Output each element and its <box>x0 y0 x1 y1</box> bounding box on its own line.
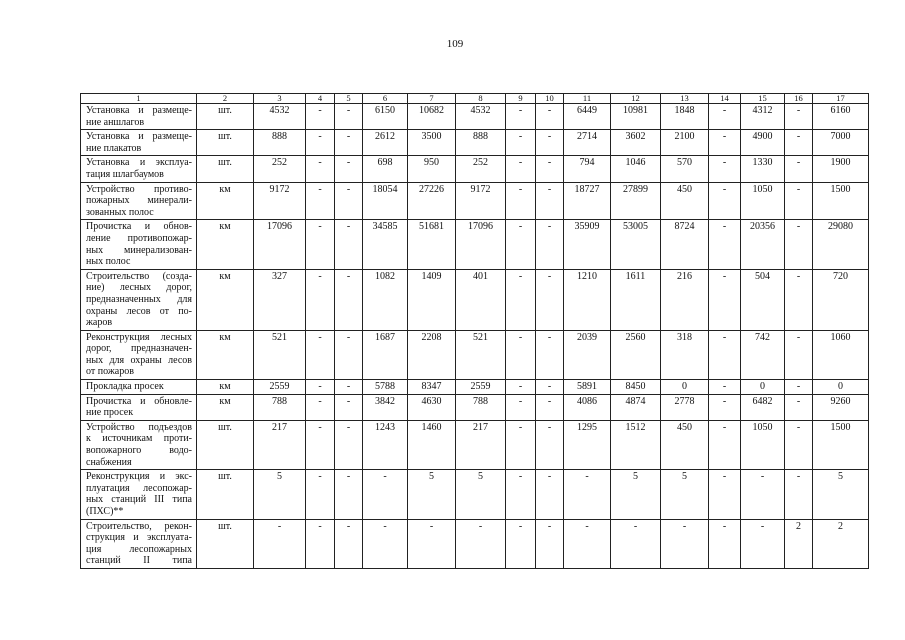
value-cell: 2208 <box>408 330 456 379</box>
value-cell: - <box>335 182 363 220</box>
table-row <box>81 182 869 220</box>
value-cell: - <box>306 420 335 469</box>
value-cell: - <box>785 130 813 156</box>
value-cell: 10682 <box>408 104 456 130</box>
column-number-header: 5 <box>335 94 363 104</box>
value-cell: 1687 <box>363 330 408 379</box>
value-cell: - <box>306 330 335 379</box>
value-cell: 20356 <box>741 220 785 269</box>
value-cell: 1848 <box>661 104 709 130</box>
value-cell: 4086 <box>564 394 611 420</box>
value-cell: - <box>306 470 335 519</box>
value-cell: 6449 <box>564 104 611 130</box>
value-cell: 9172 <box>254 182 306 220</box>
value-cell: - <box>709 519 741 568</box>
activity-name-line: ных станций III типа <box>86 494 192 506</box>
value-cell: 5 <box>661 470 709 519</box>
value-cell: 252 <box>254 156 306 182</box>
value-cell: 1611 <box>611 269 661 330</box>
activity-name-line: зованных полос <box>86 206 154 218</box>
value-cell: - <box>335 420 363 469</box>
activity-name-line: предназначенных для <box>86 293 192 305</box>
value-cell: - <box>536 420 564 469</box>
column-number-header: 11 <box>564 94 611 104</box>
activity-name-line: снабжения <box>86 456 132 468</box>
value-cell: - <box>709 220 741 269</box>
value-cell: 401 <box>456 269 506 330</box>
value-cell: - <box>506 519 536 568</box>
value-cell: - <box>536 182 564 220</box>
table-row <box>81 470 869 519</box>
activity-name-line: плуатация лесопожар- <box>86 482 192 494</box>
table-row <box>81 269 869 330</box>
value-cell: 2612 <box>363 130 408 156</box>
activity-name-line: Устройство противо- <box>86 183 192 195</box>
value-cell: 2778 <box>661 394 709 420</box>
value-cell: 4532 <box>254 104 306 130</box>
value-cell: 318 <box>661 330 709 379</box>
value-cell: - <box>335 269 363 330</box>
value-cell: 252 <box>456 156 506 182</box>
table-row <box>81 519 869 568</box>
table-row <box>81 156 869 182</box>
activity-name-line: ние плакатов <box>86 142 142 154</box>
value-cell: - <box>335 394 363 420</box>
activity-name-cell <box>81 380 197 395</box>
value-cell: 742 <box>741 330 785 379</box>
activity-name-line: Установка и размеще- <box>86 131 192 143</box>
value-cell: - <box>456 519 506 568</box>
value-cell: 1500 <box>813 420 869 469</box>
activity-name-line: тация шлагбаумов <box>86 168 164 180</box>
value-cell: 9260 <box>813 394 869 420</box>
value-cell: 521 <box>254 330 306 379</box>
activity-name-line: ление противопожар- <box>86 232 192 244</box>
value-cell: - <box>506 470 536 519</box>
value-cell: 1460 <box>408 420 456 469</box>
value-cell: - <box>785 394 813 420</box>
value-cell: - <box>254 519 306 568</box>
activity-name-line: станций II типа <box>86 555 192 567</box>
value-cell: 27899 <box>611 182 661 220</box>
value-cell: - <box>335 330 363 379</box>
value-cell: 6160 <box>813 104 869 130</box>
value-cell: 3842 <box>363 394 408 420</box>
value-cell: 17096 <box>456 220 506 269</box>
value-cell: 2039 <box>564 330 611 379</box>
value-cell: - <box>709 269 741 330</box>
table-row <box>81 104 869 130</box>
value-cell: 2714 <box>564 130 611 156</box>
value-cell: 1050 <box>741 420 785 469</box>
activity-name-cell <box>81 269 197 330</box>
unit-cell: шт. <box>197 519 254 568</box>
activity-name-line: от пожаров <box>86 366 134 378</box>
activity-name-cell <box>81 220 197 269</box>
value-cell: 2 <box>813 519 869 568</box>
activity-name-line: жаров <box>86 317 113 329</box>
page-number: 109 <box>446 38 464 50</box>
activity-name-line: охраны лесов от по- <box>86 305 192 317</box>
unit-cell: шт. <box>197 104 254 130</box>
unit-cell: км <box>197 220 254 269</box>
activity-name-line: Реконструкция лесных <box>86 331 192 343</box>
value-cell: 8724 <box>661 220 709 269</box>
value-cell: 6482 <box>741 394 785 420</box>
value-cell: - <box>306 104 335 130</box>
value-cell: - <box>506 380 536 395</box>
activity-name-line: пожарных минерали- <box>86 195 192 207</box>
activity-name-line: вопожарного водо- <box>86 445 192 457</box>
value-cell: - <box>611 519 661 568</box>
value-cell: 1082 <box>363 269 408 330</box>
value-cell: 1046 <box>611 156 661 182</box>
value-cell: 5 <box>611 470 661 519</box>
value-cell: 4874 <box>611 394 661 420</box>
column-number-header: 1 <box>81 94 197 104</box>
value-cell: 521 <box>456 330 506 379</box>
value-cell: 450 <box>661 420 709 469</box>
value-cell: 888 <box>456 130 506 156</box>
value-cell: - <box>536 130 564 156</box>
value-cell: 2100 <box>661 130 709 156</box>
value-cell: - <box>536 380 564 395</box>
activity-name-cell <box>81 330 197 379</box>
value-cell: - <box>741 519 785 568</box>
value-cell: 327 <box>254 269 306 330</box>
value-cell: - <box>709 394 741 420</box>
value-cell: - <box>506 130 536 156</box>
unit-cell: шт. <box>197 156 254 182</box>
activity-name-line: к источникам проти- <box>86 433 192 445</box>
value-cell: - <box>335 156 363 182</box>
value-cell: 10981 <box>611 104 661 130</box>
value-cell: 0 <box>813 380 869 395</box>
value-cell: 217 <box>254 420 306 469</box>
column-number-header: 12 <box>611 94 661 104</box>
value-cell: 217 <box>456 420 506 469</box>
table-header-row <box>81 94 869 104</box>
value-cell: 17096 <box>254 220 306 269</box>
value-cell: - <box>335 130 363 156</box>
activity-name-line: струкция и эксплуата- <box>86 532 192 544</box>
value-cell: 698 <box>363 156 408 182</box>
column-number-header: 10 <box>536 94 564 104</box>
activity-name-line: Установка и размеще- <box>86 105 192 116</box>
value-cell: - <box>564 470 611 519</box>
value-cell: - <box>785 330 813 379</box>
value-cell: 2560 <box>611 330 661 379</box>
value-cell: 1900 <box>813 156 869 182</box>
value-cell: - <box>785 182 813 220</box>
value-cell: - <box>536 330 564 379</box>
value-cell: 888 <box>254 130 306 156</box>
unit-cell: км <box>197 394 254 420</box>
unit-cell: шт. <box>197 470 254 519</box>
activity-name-line: Установка и эксплуа- <box>86 157 192 169</box>
column-number-header: 15 <box>741 94 785 104</box>
value-cell: 794 <box>564 156 611 182</box>
activity-name-line: Строительство, рекон- <box>86 520 192 532</box>
activity-name-line: Устройство подъездов <box>86 421 192 433</box>
value-cell: 34585 <box>363 220 408 269</box>
value-cell: 2559 <box>456 380 506 395</box>
value-cell: - <box>785 156 813 182</box>
value-cell: - <box>306 380 335 395</box>
unit-cell: км <box>197 380 254 395</box>
activity-name-cell <box>81 470 197 519</box>
column-number-header: 7 <box>408 94 456 104</box>
activity-name-line: Строительство (созда- <box>86 270 192 282</box>
value-cell: 5 <box>456 470 506 519</box>
value-cell: - <box>306 269 335 330</box>
value-cell: - <box>536 269 564 330</box>
value-cell: 2559 <box>254 380 306 395</box>
value-cell: 6150 <box>363 104 408 130</box>
value-cell: - <box>506 220 536 269</box>
value-cell: 4312 <box>741 104 785 130</box>
value-cell: - <box>536 519 564 568</box>
value-cell: - <box>661 519 709 568</box>
value-cell: - <box>306 182 335 220</box>
value-cell: 9172 <box>456 182 506 220</box>
value-cell: 4532 <box>456 104 506 130</box>
value-cell: 720 <box>813 269 869 330</box>
value-cell: - <box>709 330 741 379</box>
value-cell: - <box>785 104 813 130</box>
value-cell: - <box>536 470 564 519</box>
value-cell: - <box>506 394 536 420</box>
table-row <box>81 330 869 379</box>
value-cell: - <box>709 156 741 182</box>
value-cell: 1409 <box>408 269 456 330</box>
value-cell: 27226 <box>408 182 456 220</box>
value-cell: - <box>335 470 363 519</box>
activity-name-line: Прочистка и обновле- <box>86 395 192 407</box>
value-cell: 0 <box>661 380 709 395</box>
table-row <box>81 420 869 469</box>
value-cell: - <box>506 269 536 330</box>
activity-name-line: ция лесопожарных <box>86 543 192 555</box>
value-cell: - <box>536 104 564 130</box>
value-cell: 788 <box>456 394 506 420</box>
value-cell: - <box>335 104 363 130</box>
column-number-header: 9 <box>506 94 536 104</box>
value-cell: 450 <box>661 182 709 220</box>
value-cell: - <box>335 519 363 568</box>
column-number-header: 13 <box>661 94 709 104</box>
value-cell: 18054 <box>363 182 408 220</box>
activity-name-cell <box>81 420 197 469</box>
activity-name-line: ние просек <box>86 407 134 419</box>
value-cell: 18727 <box>564 182 611 220</box>
value-cell: 3500 <box>408 130 456 156</box>
activity-name-line: Реконструкция и экс- <box>86 471 192 483</box>
value-cell: 788 <box>254 394 306 420</box>
value-cell: - <box>363 470 408 519</box>
value-cell: - <box>335 380 363 395</box>
activity-name-cell <box>81 394 197 420</box>
value-cell: - <box>506 182 536 220</box>
value-cell: 1512 <box>611 420 661 469</box>
value-cell: 7000 <box>813 130 869 156</box>
value-cell: 51681 <box>408 220 456 269</box>
value-cell: - <box>363 519 408 568</box>
value-cell: - <box>536 220 564 269</box>
value-cell: - <box>506 104 536 130</box>
value-cell: - <box>306 130 335 156</box>
value-cell: 570 <box>661 156 709 182</box>
value-cell: 29080 <box>813 220 869 269</box>
activity-name-line: дорог, предназначен- <box>86 343 192 355</box>
value-cell: 1295 <box>564 420 611 469</box>
value-cell: - <box>709 420 741 469</box>
value-cell: 1330 <box>741 156 785 182</box>
activity-name-cell <box>81 156 197 182</box>
value-cell: 216 <box>661 269 709 330</box>
value-cell: - <box>709 104 741 130</box>
activity-name-line: Прочистка и обнов- <box>86 221 192 233</box>
activity-name-line: ние) лесных дорог, <box>86 282 192 294</box>
table-row <box>81 220 869 269</box>
unit-cell: км <box>197 330 254 379</box>
activity-name-cell <box>81 104 197 130</box>
value-cell: 35909 <box>564 220 611 269</box>
value-cell: - <box>785 380 813 395</box>
table-row <box>81 130 869 156</box>
activity-name-line: (ПХС)** <box>86 506 124 517</box>
table-header <box>81 94 869 104</box>
value-cell: - <box>741 470 785 519</box>
table-row <box>81 394 869 420</box>
column-number-header: 17 <box>813 94 869 104</box>
column-number-header: 4 <box>306 94 335 104</box>
value-cell: 4900 <box>741 130 785 156</box>
activity-name-cell <box>81 519 197 568</box>
value-cell: - <box>785 420 813 469</box>
value-cell: - <box>306 394 335 420</box>
value-cell: - <box>536 156 564 182</box>
value-cell: - <box>564 519 611 568</box>
column-number-header: 3 <box>254 94 306 104</box>
activity-name-line: Прокладка просек <box>86 381 164 393</box>
value-cell: - <box>709 130 741 156</box>
value-cell: - <box>506 156 536 182</box>
value-cell: - <box>506 330 536 379</box>
value-cell: 5 <box>813 470 869 519</box>
value-cell: 1243 <box>363 420 408 469</box>
value-cell: 1210 <box>564 269 611 330</box>
unit-cell: шт. <box>197 420 254 469</box>
value-cell: 5788 <box>363 380 408 395</box>
column-number-header: 2 <box>197 94 254 104</box>
value-cell: - <box>785 220 813 269</box>
value-cell: - <box>709 182 741 220</box>
value-cell: 1060 <box>813 330 869 379</box>
value-cell: 1500 <box>813 182 869 220</box>
data-table <box>80 93 869 569</box>
table-row <box>81 380 869 395</box>
activity-name-cell <box>81 182 197 220</box>
value-cell: - <box>335 220 363 269</box>
value-cell: - <box>506 420 536 469</box>
value-cell: - <box>709 470 741 519</box>
value-cell: - <box>785 269 813 330</box>
activity-name-line: ных полос <box>86 256 131 268</box>
activity-name-line: ние аншлагов <box>86 116 145 128</box>
value-cell: 0 <box>741 380 785 395</box>
activity-name-line: ных для охраны лесов <box>86 354 192 366</box>
value-cell: - <box>306 156 335 182</box>
value-cell: 950 <box>408 156 456 182</box>
value-cell: 5 <box>254 470 306 519</box>
value-cell: - <box>306 220 335 269</box>
value-cell: 8450 <box>611 380 661 395</box>
activity-name-cell <box>81 130 197 156</box>
value-cell: - <box>408 519 456 568</box>
table-body <box>81 104 869 569</box>
value-cell: - <box>785 470 813 519</box>
value-cell: 53005 <box>611 220 661 269</box>
activity-name-line: ных минерализован- <box>86 244 192 256</box>
value-cell: 504 <box>741 269 785 330</box>
value-cell: 5 <box>408 470 456 519</box>
unit-cell: шт. <box>197 130 254 156</box>
value-cell: 4630 <box>408 394 456 420</box>
unit-cell: км <box>197 269 254 330</box>
column-number-header: 6 <box>363 94 408 104</box>
unit-cell: км <box>197 182 254 220</box>
value-cell: - <box>306 519 335 568</box>
column-number-header: 14 <box>709 94 741 104</box>
value-cell: 1050 <box>741 182 785 220</box>
value-cell: 3602 <box>611 130 661 156</box>
value-cell: 8347 <box>408 380 456 395</box>
value-cell: - <box>536 394 564 420</box>
value-cell: - <box>709 380 741 395</box>
value-cell: 5891 <box>564 380 611 395</box>
value-cell: 2 <box>785 519 813 568</box>
column-number-header: 8 <box>456 94 506 104</box>
column-number-header: 16 <box>785 94 813 104</box>
